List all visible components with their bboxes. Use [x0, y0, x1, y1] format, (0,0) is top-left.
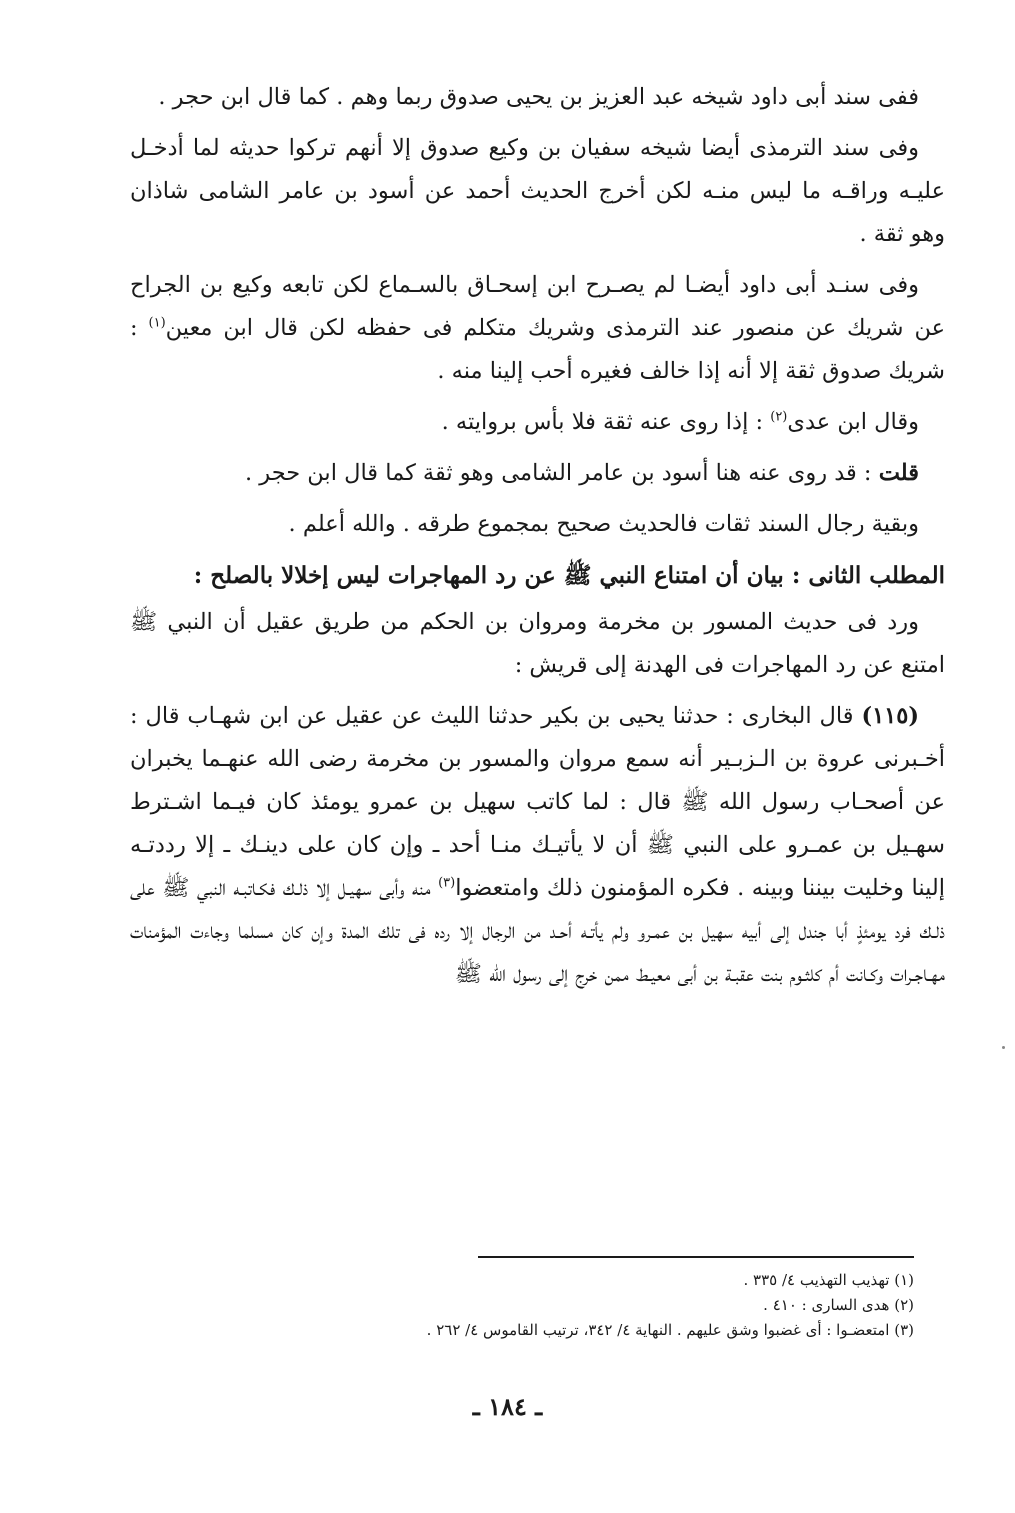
footnote-marker-3[interactable]: (٣): [438, 875, 456, 891]
paragraph-6: [130, 503, 945, 546]
paragraph-6-text: وبقية رجال السند ثقات فالحديث صحيح بمجموع طرقه . والله أعلم .: [288, 511, 919, 537]
paragraph-1-text: ففى سند أبى داود شيخه عبد العزيز بن يحيى صدوق ربما وهم . كما قال ابن حجر .: [158, 84, 919, 110]
paragraph-3-text-a: وفى سنـد أبى داود أيضـا لم يصـرح ابن إسحـاق بالسـماع لكن تابعه وكيع بن الجراح عن شريك عن منصور عند الترمذى وشريك متكلم فى حفظه لكن قال ابن معين: [130, 272, 945, 341]
paragraph-3: [130, 264, 945, 393]
paragraph-7: [130, 601, 945, 687]
footnote-1: (١) تهذيب التهذيب ٤/ ٣٣٥ .: [743, 1271, 914, 1289]
footnote-3: (٣) امتعضـوا : أى غضبوا وشق عليهم . النهاية ٤/ ٣٤٢، ترتيب القاموس ٤/ ٢٦٢ .: [426, 1321, 914, 1339]
footnote-divider: [478, 1256, 914, 1258]
main-text: [130, 76, 945, 1004]
hadith-number: (١١٥): [861, 703, 920, 729]
paragraph-4-text-a: وقال ابن عدى: [787, 409, 919, 435]
paragraph-2: [130, 127, 945, 256]
footnote-marker-1[interactable]: (١): [148, 315, 166, 331]
paragraph-5: [130, 452, 945, 495]
section-heading: المطلب الثانى : بيان أن امتناع النبي ﷺ عن رد المهاجرات ليس إخلالا بالصلح :: [193, 562, 945, 589]
paragraph-8: [130, 695, 945, 996]
paragraph-7-text: ورد فى حديث المسور بن مخرمة ومروان بن الحكم من طريق عقيل أن النبي ﷺ امتنع عن رد المهاجرات فى الهدنة إلى قريش :: [130, 609, 945, 678]
paragraph-5-text: : قد روى عنه هنا أسود بن عامر الشامى وهو ثقة كما قال ابن حجر .: [245, 460, 872, 486]
footnote-marker-2[interactable]: (٢): [770, 409, 788, 425]
paragraph-5-lead: قلت: [878, 460, 919, 486]
paragraph-1: [130, 76, 945, 119]
paragraph-8-text-b: منه وأبى سهيـل إلا ذلـك فكـاتبـه النبي ﷺ على ذلـك فرد يومئذٍ أبا جندل إلى أبيه سهيل بن عمـرو ولم يأتـه أحـد من الرجال إلا رده فى تلك المدة وإن كان مسلما وجاءت المؤمنات مهـاجـرات وكـانت أم كلثـوم بنت عقبـة بن أبى معيـط ممن خرج إلى رسول الله ﷺ: [130, 875, 945, 987]
margin-speck: [1002, 1046, 1005, 1049]
paragraph-4-text-b: : إذا روى عنه ثقة فلا بأس بروايته .: [441, 409, 764, 435]
paragraph-4: [130, 401, 945, 444]
paragraph-3-text-b: : شريك صدوق ثقة إلا أنه إذا خالف فغيره أحب إلينا منه .: [130, 315, 945, 384]
page-number: ـ ١٨٤ ـ: [472, 1392, 543, 1421]
paragraph-2-text: وفى سند الترمذى أيضا شيخه سفيان بن وكيع صدوق إلا أنهم تركوا حديثه لما أدخـل عليـه وراقـه ما ليس منـه لكن أخرج الحديث أحمد عن أسود بن عامر الشامى شاذان وهو ثقة .: [130, 135, 945, 247]
footnote-2: (٢) هدى السارى : ٤١٠ .: [763, 1296, 914, 1314]
footnotes: [150, 1268, 914, 1343]
paragraph-8-text-a: قال البخارى : حدثنا يحيى بن بكير حدثنا الليث عن عقيل عن ابن شهـاب قال : أخـبرنى عروة بن الـزبـير أنه سمع مروان والمسور بن مخرمة رضى الله عنهـما يخبران عن أصحـاب رسول الله ﷺ قال : لما كاتب سهيل بن عمرو يومئذ كان فيـما اشـترط سهـيل بن عمـرو على النبي ﷺ أن لا يأتيـك منـا أحد ـ وإن كان على دينـك ـ إلا رددتـه إلينا وخليت بيننا وبينه . فكره المؤمنون ذلك وامتعضوا: [130, 703, 946, 901]
